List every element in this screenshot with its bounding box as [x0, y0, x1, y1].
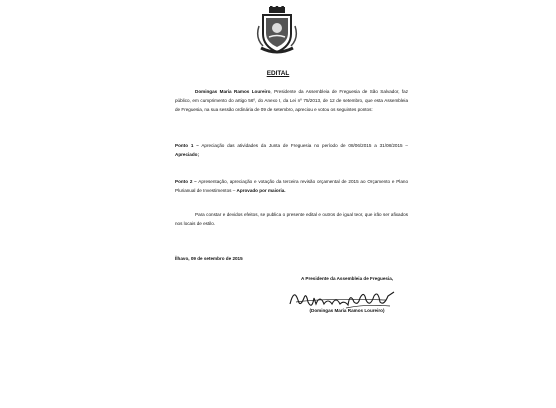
intro-paragraph [175, 87, 408, 115]
point-1-label: Ponto 1 – [175, 143, 199, 148]
signature-block [282, 276, 412, 313]
point-2-paragraph [175, 177, 408, 195]
closing-paragraph: Para constar e devidos efeitos, se publica o presente edital e outros de igual teor, que irão ser afixados nos locais de estilo. [175, 212, 408, 227]
coat-of-arms-icon [255, 6, 299, 56]
point-1-text: Apreciação das atividades da Junta de Freguesia no período de 08/06/2015 a 31/08/2015 – [198, 143, 408, 148]
intro-text: , Presidente da Assembleia de Freguesia de São Salvador, faz público, em cumprimento do artigo 56º, do Anexo I, da Lei nº 75/2013, de 12 de setembro, que esta Assembleia de Freguesia, na sua sessão ordinária de 09 de setembro, apreciou e votou os seguintes pontos: [175, 89, 409, 113]
signature-title: A Presidente da Assembleia de Freguesia, [300, 276, 394, 281]
point-2-text: Apresentação, apreciação e votação da terceira revisão orçamental de 2015 ao Orçamento e Plano Plurianual de Investimentos – [175, 179, 408, 194]
signatory-name: (Domingas Maria Ramos Loureiro) [309, 308, 385, 313]
point-2-result: Aprovado por maioria. [236, 188, 286, 194]
point-2-label: Ponto 2 – [175, 179, 197, 184]
president-name: Domingas Maria Ramos Loureiro [195, 89, 271, 94]
point-1-result: Apreciado; [175, 152, 199, 158]
place-date: Ílhavo, 09 de setembro de 2015 [175, 256, 243, 261]
document-title: EDITAL [266, 70, 290, 77]
point-1-paragraph [175, 141, 408, 159]
